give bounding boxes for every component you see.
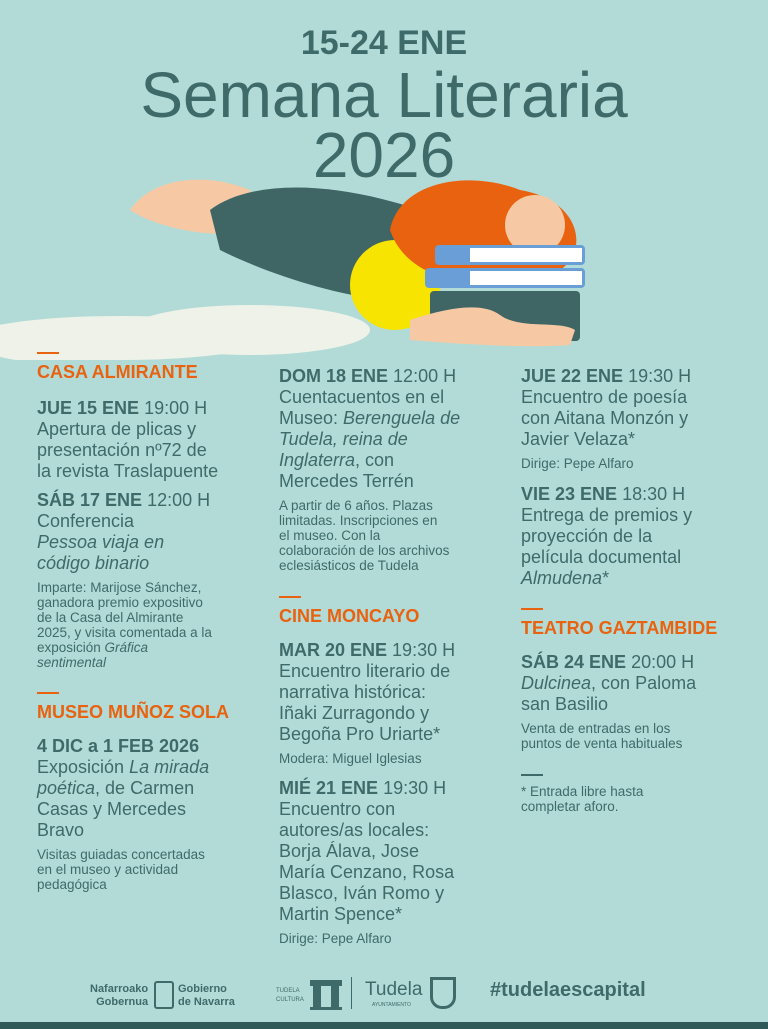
event-time: 19:00 H [144, 398, 208, 418]
event-note: Dirige: Pepe Alfaro [521, 456, 634, 471]
navarra-logo-right: Gobierno de Navarra [178, 983, 235, 1008]
venue-casa-almirante: CASA ALMIRANTE [37, 362, 198, 382]
event-desc-after: * [602, 568, 610, 588]
footnote: * Entrada libre hasta completar aforo. [521, 784, 644, 814]
ayuntamiento-label: AYUNTAMIENTO [372, 1002, 411, 1008]
event-desc-after: , de Carmen Casas y Mercedes Bravo [37, 778, 195, 840]
event-date: 4 DIC a 1 FEB 2026 [37, 736, 200, 756]
event-note: Imparte: Marijose Sánchez, ganadora premio expositivo de la Casa del Almirante 2025, y visita comentada a la exposición [37, 580, 212, 655]
event-desc: Entrega de premios y proyección de la película documental [521, 505, 693, 567]
divider [351, 977, 352, 1009]
event-date: MAR 20 ENE [279, 640, 388, 660]
event-desc: Encuentro de poesía con Aitana Monzón y Javier Velaza* [521, 387, 689, 449]
event-desc-italic: La mirada poética [37, 757, 210, 798]
divider [521, 774, 543, 776]
event-item [279, 366, 524, 573]
venue-cine-moncayo: CINE MONCAYO [279, 606, 420, 626]
event-item [521, 366, 766, 471]
event-desc: Conferencia [37, 511, 135, 531]
event-desc-after: , con Paloma san Basilio [521, 673, 697, 714]
event-desc-italic: Berenguela de Tudela, reina de Inglaterra [279, 408, 461, 470]
event-desc-italic: Almudena [521, 568, 603, 588]
event-time: 19:30 H [392, 640, 456, 660]
event-date: MIÉ 21 ENE [279, 778, 379, 798]
venue-museo-munoz-sola: MUSEO MUÑOZ SOLA [37, 702, 229, 722]
event-date: JUE 22 ENE [521, 366, 624, 386]
arch-icon [310, 980, 342, 1010]
divider [37, 352, 59, 354]
tudela-logo-text: Tudela [365, 979, 423, 1000]
event-note: Modera: Miguel Iglesias [279, 751, 422, 766]
event-time: 19:30 H [383, 778, 447, 798]
event-note: Visitas guiadas concertadas en el museo y actividad pedagógica [37, 847, 205, 892]
event-note-italic: Gráfica sentimental [37, 640, 149, 670]
event-date: SÁB 24 ENE [521, 652, 627, 672]
poster-year: 2026 [312, 119, 456, 191]
event-note: Dirige: Pepe Alfaro [279, 931, 392, 946]
event-time: 19:30 H [628, 366, 692, 386]
event-item [279, 778, 524, 946]
event-item [37, 398, 282, 482]
event-note: A partir de 6 años. Plazas limitadas. Inscripciones en el museo. Con la colaboración de los archivos eclesiásticos de Tudela [279, 498, 450, 573]
bottom-bar [0, 1022, 768, 1029]
event-date: JUE 15 ENE [37, 398, 140, 418]
event-time: 18:30 H [622, 484, 686, 504]
tudela-cultura-label: TUDELA CULTURA [276, 988, 304, 1003]
event-desc: Cuentacuentos en el Museo: [279, 387, 445, 428]
event-time: 12:00 H [147, 490, 211, 510]
event-item [521, 652, 766, 751]
event-note: Venta de entradas en los puntos de venta habituales [521, 721, 683, 751]
tudela-coat-of-arms-icon [430, 977, 456, 1009]
event-date: SÁB 17 ENE [37, 490, 143, 510]
navarra-shield-icon [154, 981, 174, 1009]
divider [279, 596, 301, 598]
hashtag: #tudelaescapital [490, 979, 646, 1001]
event-desc: Exposición [37, 757, 130, 777]
event-date: DOM 18 ENE [279, 366, 389, 386]
event-desc-after: , con Mercedes Terrén [279, 450, 414, 491]
event-item [521, 484, 766, 589]
event-dates: 15-24 ENE [300, 24, 468, 62]
event-desc-italic: Dulcinea [521, 673, 592, 693]
sleeping-reader-illustration [0, 170, 768, 360]
event-time: 12:00 H [393, 366, 457, 386]
event-time: 20:00 H [631, 652, 695, 672]
divider [37, 692, 59, 694]
venue-teatro-gaztambide: TEATRO GAZTAMBIDE [521, 618, 718, 638]
event-item [37, 490, 282, 670]
event-desc: Apertura de plicas y presentación nº72 de la revista Traslapuente [37, 419, 219, 481]
event-date: VIE 23 ENE [521, 484, 618, 504]
event-desc: Encuentro con autores/as locales: Borja Álava, Jose María Cenzano, Rosa Blasco, Iván Romo y Martin Spence* [279, 799, 455, 924]
divider [521, 608, 543, 610]
event-item [279, 640, 524, 766]
event-desc: Encuentro literario de narrativa histórica: Iñaki Zurragondo y Begoña Pro Uriarte* [279, 661, 451, 744]
footer-logos [0, 975, 768, 1015]
event-desc-italic: Pessoa viaja en código binario [37, 532, 165, 573]
event-item [37, 736, 282, 892]
navarra-logo-left: Nafarroako Gobernua [90, 983, 149, 1008]
poster-title: Semana Literaria [140, 59, 628, 131]
